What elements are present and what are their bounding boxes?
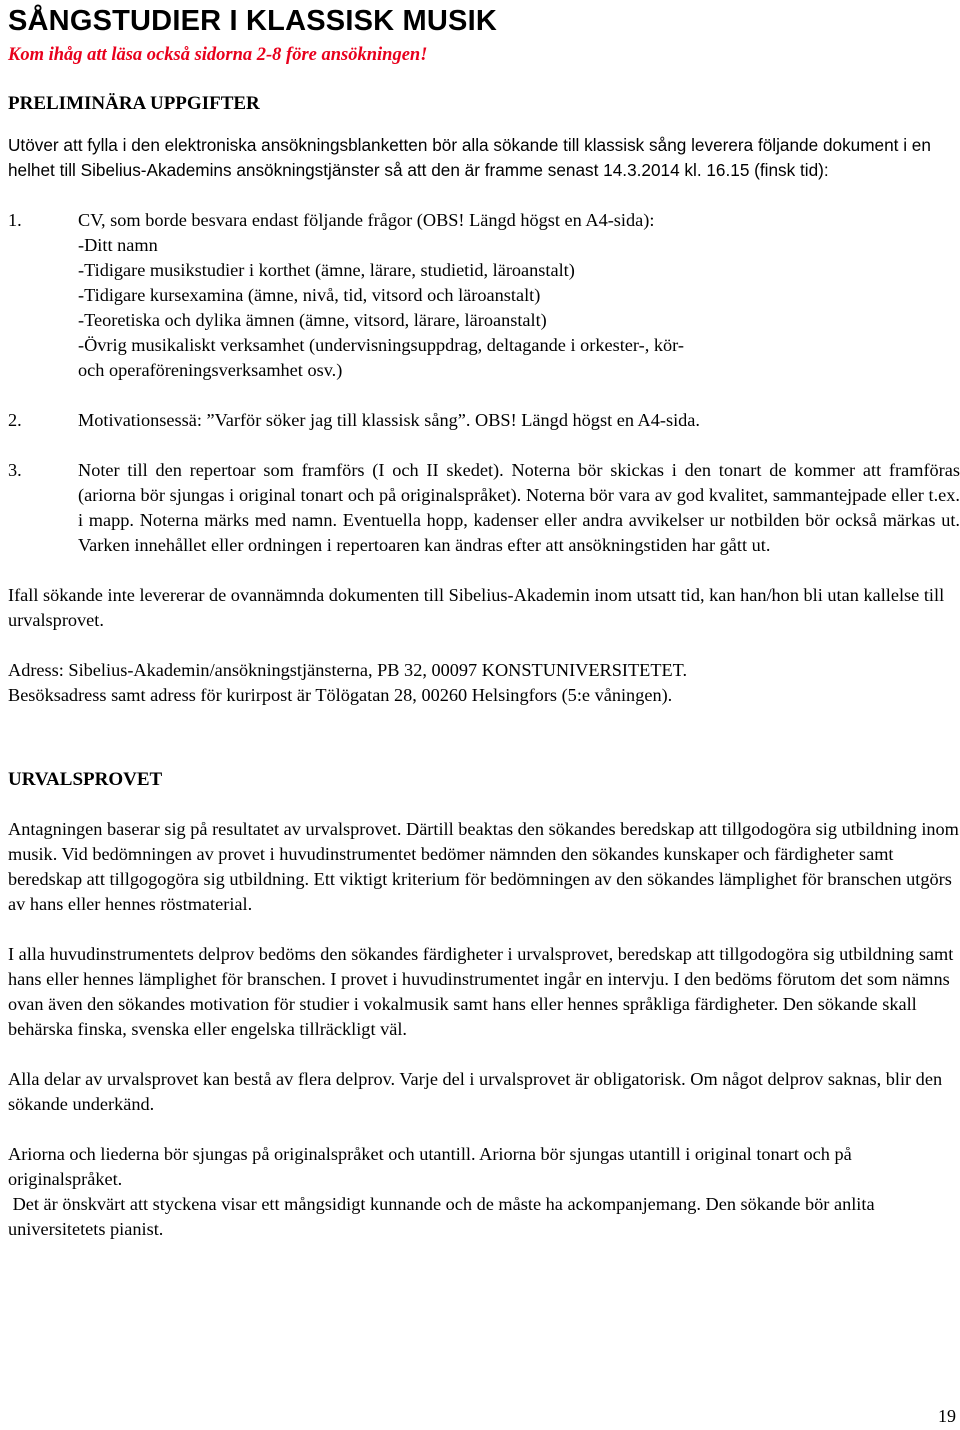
reminder-note: Kom ihåg att läsa också sidorna 2-8 före ansökningen!: [8, 45, 428, 65]
urval-paragraph-5: Det är önskvärt att styckena visar ett mångsidigt kunnande och de måste ha ackompanjemang. Den sökande bör anlita universitetets pianist.: [8, 1194, 880, 1239]
list-number: 1.: [8, 210, 22, 230]
list-number: 3.: [8, 460, 22, 480]
list-line: -Ditt namn: [78, 235, 158, 255]
address-line: Adress: Sibelius-Akademin/ansökningstjänsterna, PB 32, 00097 KONSTUNIVERSITETET.: [8, 660, 688, 680]
visit-address-line: Besöksadress samt adress för kurirpost är Tölögatan 28, 00260 Helsingfors (5:e våningen).: [8, 685, 673, 705]
list-number: 2.: [8, 410, 22, 430]
document-title: SÅNGSTUDIER I KLASSISK MUSIK: [8, 5, 497, 37]
heading-urvalsprovet: URVALSPROVET: [8, 769, 163, 790]
list-line: -Tidigare kursexamina (ämne, nivå, tid, vitsord och läroanstalt): [78, 285, 541, 305]
list-line: Noter till den repertoar som framförs (I och II skedet). Noterna bör skickas i den tonart de kommer att framföras (ariorna bör sjungas i original tonart och på originalspråket). Noterna bör vara av god kvalitet, sammantejpade eller t.ex. i mapp. Noterna märks med namn. Eventuella hopp, kadenser eller andra avvikelser ur notbilden bör också märkas ut. Varken innehållet eller ordningen i repertoaren kan ändras efter att ansökningstiden har gått ut.: [78, 460, 960, 555]
page-number: 19: [938, 1406, 956, 1426]
list-item-1: [8, 208, 960, 383]
list-line: -Övrig musikaliskt verksamhet (undervisningsuppdrag, deltagande i orkester-, kör-: [78, 335, 684, 355]
list-line: CV, som borde besvara endast följande frågor (OBS! Längd högst en A4-sida):: [78, 210, 655, 230]
heading-preliminara: PRELIMINÄRA UPPGIFTER: [8, 93, 260, 114]
list-line: -Tidigare musikstudier i korthet (ämne, lärare, studietid, läroanstalt): [78, 260, 575, 280]
warning-paragraph: Ifall sökande inte levererar de ovannämnda dokumenten till Sibelius-Akademin inom utsatt tid, kan han/hon bli utan kallelse till urvalsprovet.: [8, 585, 945, 630]
document-page: [8, 0, 960, 1242]
intro-paragraph: Utöver att fylla i den elektroniska ansökningsblanketten bör alla sökande till klassisk sång leverera följande dokument i en helhet till Sibelius-Akademins ansökningstjänster så att den är framme senast 14.3.2014 kl. 16.15 (finsk tid):: [8, 135, 931, 180]
urval-paragraph-2: I alla huvudinstrumentets delprov bedöms den sökandes färdigheter i urvalsprovet, beredskap att tillgodogöra sig utbildning samt hans eller hennes lämplighet för branschen. I provet i huvudinstrumentet ingår en intervju. I den bedöms förutom det som nämns ovan även den sökandes motivation för studier i vokalmusik samt hans eller hennes språkliga färdigheter. Den sökande skall behärska finska, svenska eller engelska tillräckligt väl.: [8, 944, 954, 1039]
list-line: -Teoretiska och dylika ämnen (ämne, vitsord, lärare, läroanstalt): [78, 310, 547, 330]
list-line: och operaföreningsverksamhet osv.): [78, 360, 343, 380]
urval-paragraph-1: Antagningen baserar sig på resultatet av urvalsprovet. Därtill beaktas den sökandes beredskap att tillgodogöra sig utbildning inom musik. Vid bedömningen av provet i huvudinstrumentet bedömer nämnden den sökandes kunskaper och färdigheter samt beredskap att tillgogogöra sig utbildning. Ett viktigt kriterium för bedömningen av den sökandes lämplighet för branschen utgörs av hans eller hennes röstmaterial.: [8, 819, 959, 914]
list-item-2: [8, 408, 960, 433]
list-line: Motivationsessä: ”Varför söker jag till klassisk sång”. OBS! Längd högst en A4-sida.: [78, 410, 700, 430]
urval-paragraph-4: Ariorna och liederna bör sjungas på originalspråket och utantill. Ariorna bör sjungas utantill i original tonart och på originalspråket.: [8, 1144, 852, 1189]
urval-paragraph-3: Alla delar av urvalsprovet kan bestå av flera delprov. Varje del i urvalsprovet är obligatorisk. Om något delprov saknas, blir den sökande underkänd.: [8, 1069, 943, 1114]
list-item-3: [8, 458, 960, 558]
document-list: [8, 208, 960, 558]
